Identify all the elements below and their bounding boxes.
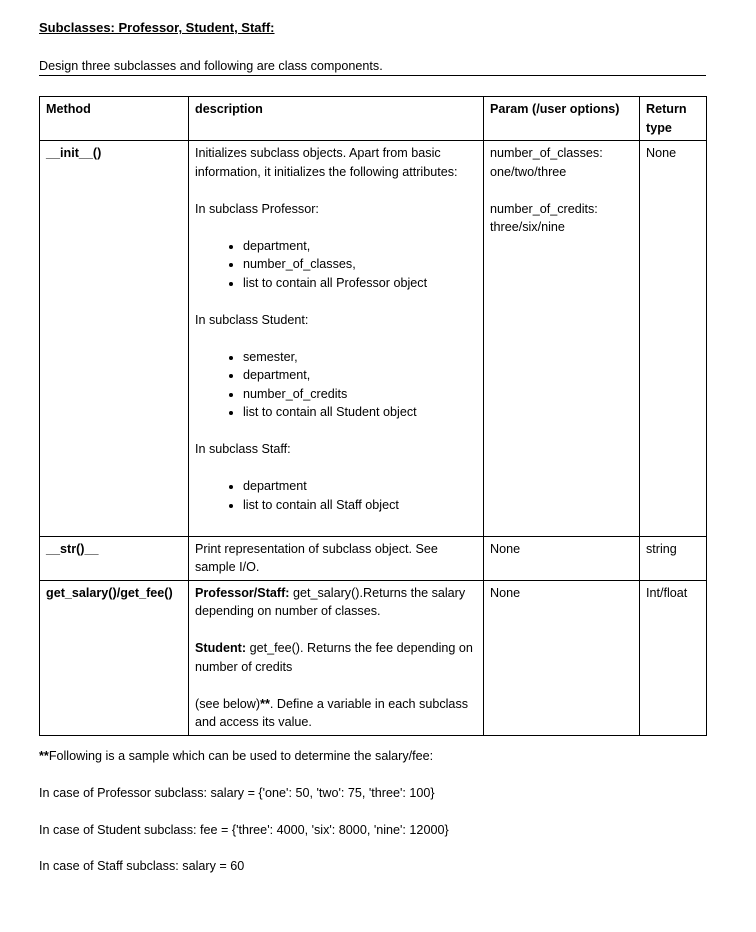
footnote <box>39 749 433 763</box>
list-item: • list to contain all Staff object <box>243 496 477 515</box>
description-init <box>189 141 484 537</box>
class-components-table <box>39 96 707 736</box>
header-method: Method <box>40 97 189 141</box>
list-item: • semester, <box>243 348 477 367</box>
param-classes-options: one/two/three <box>490 164 567 179</box>
see-below-pre: (see below) <box>195 696 261 711</box>
table-header-row <box>40 97 707 141</box>
salary-professor-desc <box>195 584 477 621</box>
list-item: • number_of_classes, <box>243 255 477 274</box>
staff-label: In subclass Staff: <box>195 442 291 456</box>
param-credits-name: number_of_credits: <box>490 201 598 216</box>
param-init <box>484 141 640 537</box>
method-salary: get_salary()/get_fee() <box>40 580 189 735</box>
staff-salary-sample: In case of Staff subclass: salary = 60 <box>39 859 245 873</box>
professor-staff-label: Professor/Staff: <box>195 585 290 600</box>
salary-student-desc <box>195 639 477 676</box>
intro-text: Design three subclasses and following are class components. <box>39 59 383 73</box>
section-heading: Subclasses: Professor, Student, Staff: <box>39 20 275 35</box>
professor-attribute-list <box>195 237 477 293</box>
list-item: • list to contain all Student object <box>243 403 477 422</box>
header-return-type: Return type <box>640 97 707 141</box>
param-str: None <box>484 536 640 580</box>
table-row-init <box>40 141 707 537</box>
see-below-stars: ** <box>260 696 270 711</box>
student-fee-text: get_fee(). Returns the fee depending on number of credits <box>195 641 473 674</box>
return-str: string <box>640 536 707 580</box>
table-row-salary <box>40 580 707 735</box>
footnote-stars: ** <box>39 749 49 763</box>
student-attribute-list <box>195 348 477 422</box>
see-below-post: . Define a variable in each subclass and access its value. <box>195 696 469 729</box>
init-intro: Initializes subclass objects. Apart from basic information, it initializes the following attributes: <box>195 146 458 179</box>
list-item: • department, <box>243 237 477 256</box>
description-salary <box>189 580 484 735</box>
param-classes-name: number_of_classes: <box>490 146 603 160</box>
method-init: __init__() <box>40 141 189 537</box>
divider-line <box>39 75 706 76</box>
list-item: • list to contain all Professor object <box>243 274 477 293</box>
professor-label: In subclass Professor: <box>195 201 319 216</box>
description-str: Print representation of subclass object. See sample I/O. <box>189 536 484 580</box>
footnote-text: Following is a sample which can be used to determine the salary/fee: <box>48 749 434 763</box>
student-label: In subclass Student: <box>195 312 309 327</box>
param-salary: None <box>484 580 640 735</box>
header-param: Param (/user options) <box>484 97 640 141</box>
see-below-note <box>195 695 477 732</box>
student-fee-sample: In case of Student subclass: fee = {'three': 4000, 'six': 8000, 'nine': 12000} <box>39 823 449 837</box>
professor-salary-sample: In case of Professor subclass: salary = {'one': 50, 'two': 75, 'three': 100} <box>39 786 435 800</box>
professor-staff-text: get_salary().Returns the salary depending on number of classes. <box>195 585 466 618</box>
return-init: None <box>640 141 707 537</box>
list-item: • department, <box>243 366 477 385</box>
list-item: • department <box>243 477 477 496</box>
header-description: description <box>189 97 484 141</box>
table-row-str <box>40 536 707 580</box>
student-label-bold: Student: <box>195 641 247 655</box>
method-str: __str()__ <box>40 536 189 580</box>
staff-attribute-list <box>195 477 477 514</box>
list-item: • number_of_credits <box>243 385 477 404</box>
return-salary: Int/float <box>640 580 707 735</box>
param-credits-options: three/six/nine <box>490 220 565 234</box>
